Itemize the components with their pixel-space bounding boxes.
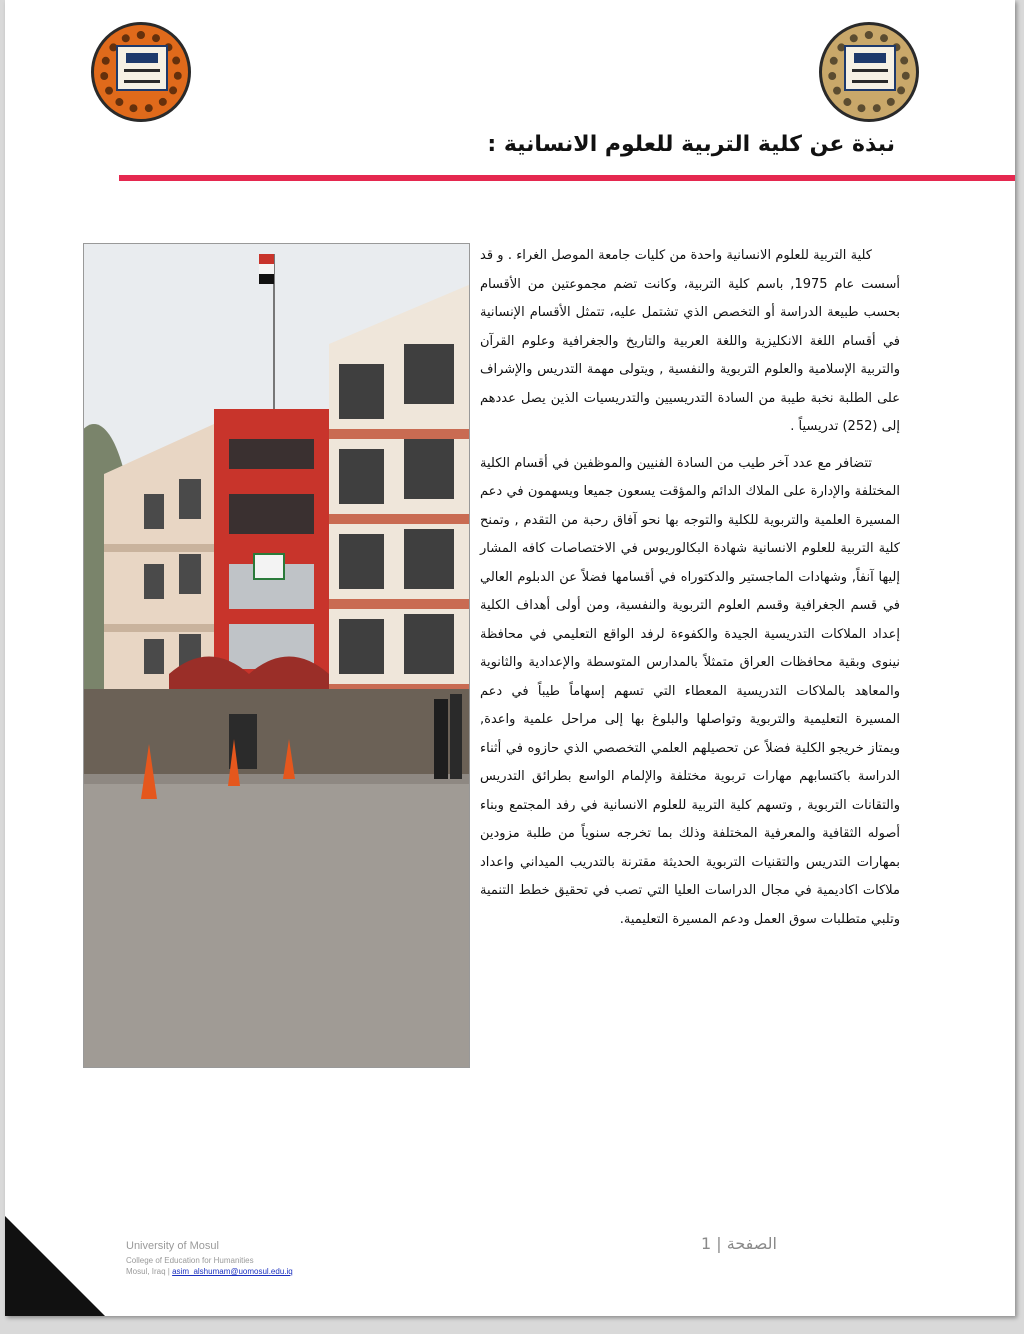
footer-location: Mosul, Iraq | (126, 1267, 170, 1276)
paragraph-1: كلية التربية للعلوم الانسانية واحدة من كليات جامعة الموصل الغراء . و قد أسست عام 1975, باسم كلية التربية، وكانت تضم مجموعتين من الأقسام بحسب طبيعة الدراسة أو التخصص الذي تشتمل عليه، تتمثل الأقسام الإنسانية في أقسام اللغة الانكليزية واللغة العربية والتاريخ والجغرافية وعلوم القرآن والتربية الإسلامية والعلوم التربوية والنفسية , ويتولى مهمة التدريس والإشراف على الطلبة نخبة طيبة من السادة التدريسيين والتدريسيات الذين يصل عددهم إلى (252) تدريسياً . (480, 248, 900, 434)
footer-email-link[interactable]: asim_alshumam@uomosul.edu.iq (172, 1267, 293, 1276)
college-emblem-icon (91, 22, 191, 122)
college-building-photo (83, 243, 470, 1068)
footer-address (126, 1267, 293, 1276)
intro-text (480, 242, 900, 934)
title-divider (119, 175, 1015, 181)
university-seal-icon (819, 22, 919, 122)
page-number: الصفحة | 1 (701, 1234, 777, 1253)
footer-contact (126, 1240, 293, 1276)
footer-corner-decoration (5, 1216, 105, 1316)
page-title: نبذة عن كلية التربية للعلوم الانسانية : (487, 132, 895, 157)
footer-university: University of Mosul (126, 1240, 219, 1252)
document-page (5, 0, 1015, 1316)
footer-college: College of Education for Humanities (126, 1256, 254, 1265)
paragraph-2: تتضافر مع عدد آخر طيب من السادة الفنيين والموظفين في أقسام الكلية المختلفة والإدارة على الملاك الدائم والمؤقت يسعون جميعا ويسهمون في دعم المسيرة العلمية والتربوية للكلية والتوجه بها نحو آفاق رحبة من التقدم , وتمنح كلية التربية للعلوم الانسانية شهادة البكالوريوس في الاختصاصات كافه المشار إليها آنفاً, وشهادات الماجستير والدكتوراه في أقسامها فضلاً عن الدبلوم العالي في قسم الجغرافية وقسم العلوم التربوية والنفسية، ومن أولى أهداف الكلية إعداد الملاكات التدريسية الجيدة والكفوءة لرفد الواقع التعليمي في محافظة نينوى وبقية محافظات العراق متمثلاً بالمدارس المتوسطة والإعدادية والثانوية والمعاهد بالملاكات التدريسية المعطاء التي تسهم إسهاماً طيباً في دعم المسيرة التعليمية والتربوية وتواصلها والبلوغ بها إلى مراحل علمية واعدة, ويمتاز خريجو الكلية فضلاً عن تحصيلهم العلمي التخصصي الذي حازوه في أثناء الدراسة باكتسابهم مهارات تربوية مختلفة والإلمام الواسع بطرائق التدريس والتقانات التربوية , وتسهم كلية التربية للعلوم الانسانية في رفد المجتمع وبناء أصوله الثقافية والمعرفية المختلفة وذلك بما تخرجه سنوياً من طلبة مزودين بمهارات التدريس والتقنيات التربوية الحديثة مقترنة بالتدريب الميداني واعداد ملاكات اكاديمية في مجال الدراسات العليا التي تصب في تحقيق خطط التنمية وتلبي متطلبات سوق العمل ودعم المسيرة التعليمية. (480, 455, 900, 927)
